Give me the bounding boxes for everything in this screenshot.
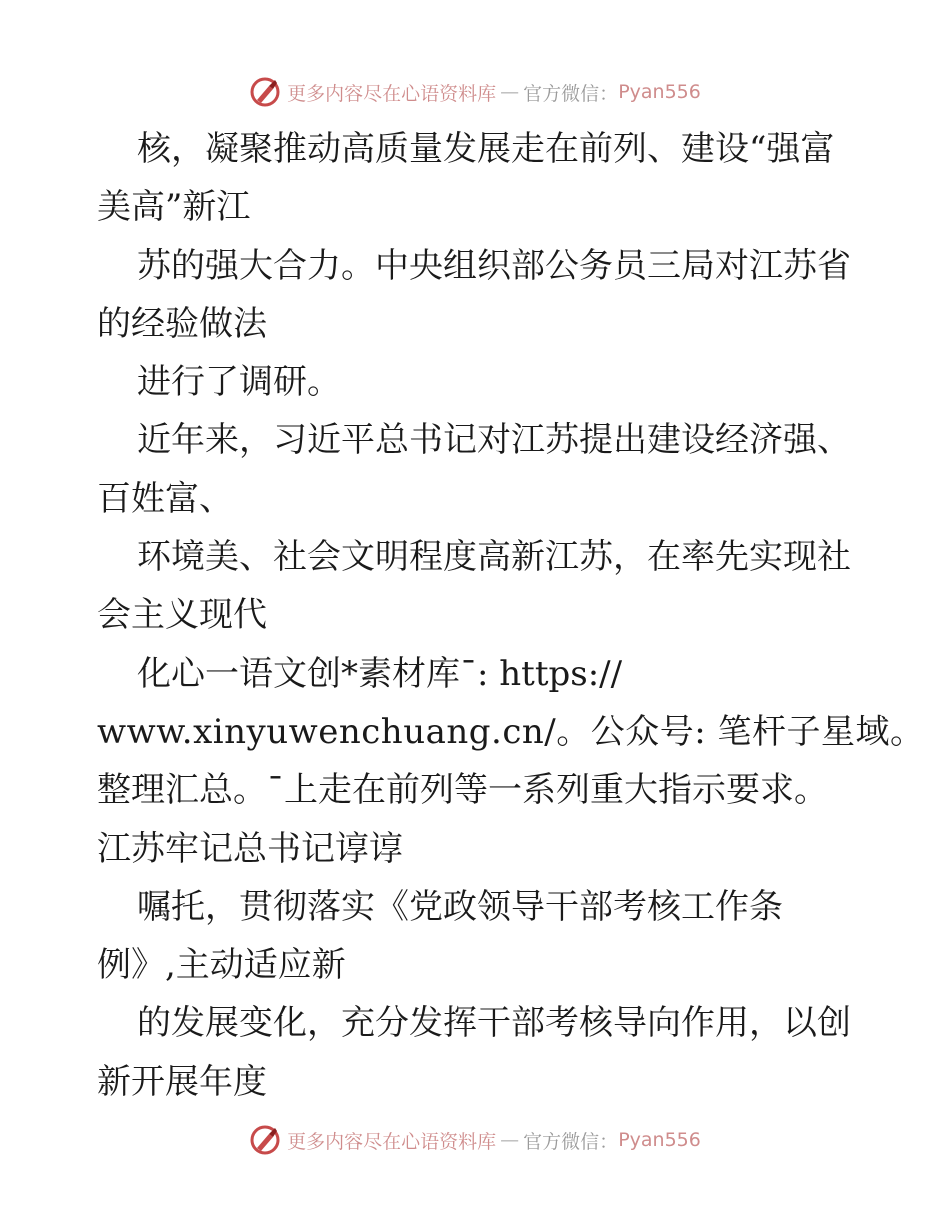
banner-separator: —	[500, 1129, 520, 1151]
body-line: 美高”新江	[97, 187, 251, 228]
body-line: 的经验做法	[97, 303, 267, 344]
body-line: 江苏牢记总书记谆谆	[97, 828, 403, 869]
body-line: 整理汇总。¯上走在前列等一系列重大指示要求。	[97, 770, 828, 811]
banner-wechat-label: 官方微信：	[523, 82, 619, 105]
body-line: www.xinyuwenchuang.cn/。公众号: 笔杆子星域。	[97, 711, 925, 752]
body-line: 进行了调研。	[137, 362, 341, 403]
body-line: 百姓富、	[97, 478, 233, 519]
body-line: 新开展年度	[97, 1061, 267, 1102]
body-line: 环境美、社会文明程度高新江苏，在率先实现社	[137, 537, 851, 578]
banner-wechat-label: 官方微信：	[523, 1130, 619, 1153]
banner-brand: 更多内容尽在心语资料库	[287, 1130, 497, 1153]
banner-wechat-id: Pyan556	[618, 81, 701, 103]
pen-logo-icon	[249, 1124, 281, 1156]
body-line: 例》,主动适应新	[97, 945, 346, 986]
footer-banner	[0, 1120, 950, 1160]
body-line: 核，凝聚推动高质量发展走在前列、建设“强富	[137, 129, 835, 169]
body-line: 的发展变化，充分发挥干部考核导向作用，以创	[137, 1003, 851, 1044]
banner-wechat-id: Pyan556	[618, 1129, 701, 1151]
pen-logo-icon	[249, 76, 281, 108]
body-line: 嘱托，贯彻落实《党政领导干部考核工作条	[137, 886, 783, 927]
banner-separator: —	[500, 81, 520, 103]
body-line: 近年来，习近平总书记对江苏提出建设经济强、	[137, 420, 851, 461]
body-line: 化心一语文创*素材库¯: https://	[137, 653, 623, 694]
header-banner	[0, 72, 950, 112]
body-line: 会主义现代	[97, 595, 267, 636]
body-line: 苏的强大合力。中央组织部公务员三局对江苏省	[137, 245, 851, 286]
document-body	[97, 120, 925, 1111]
banner-brand: 更多内容尽在心语资料库	[287, 82, 497, 105]
